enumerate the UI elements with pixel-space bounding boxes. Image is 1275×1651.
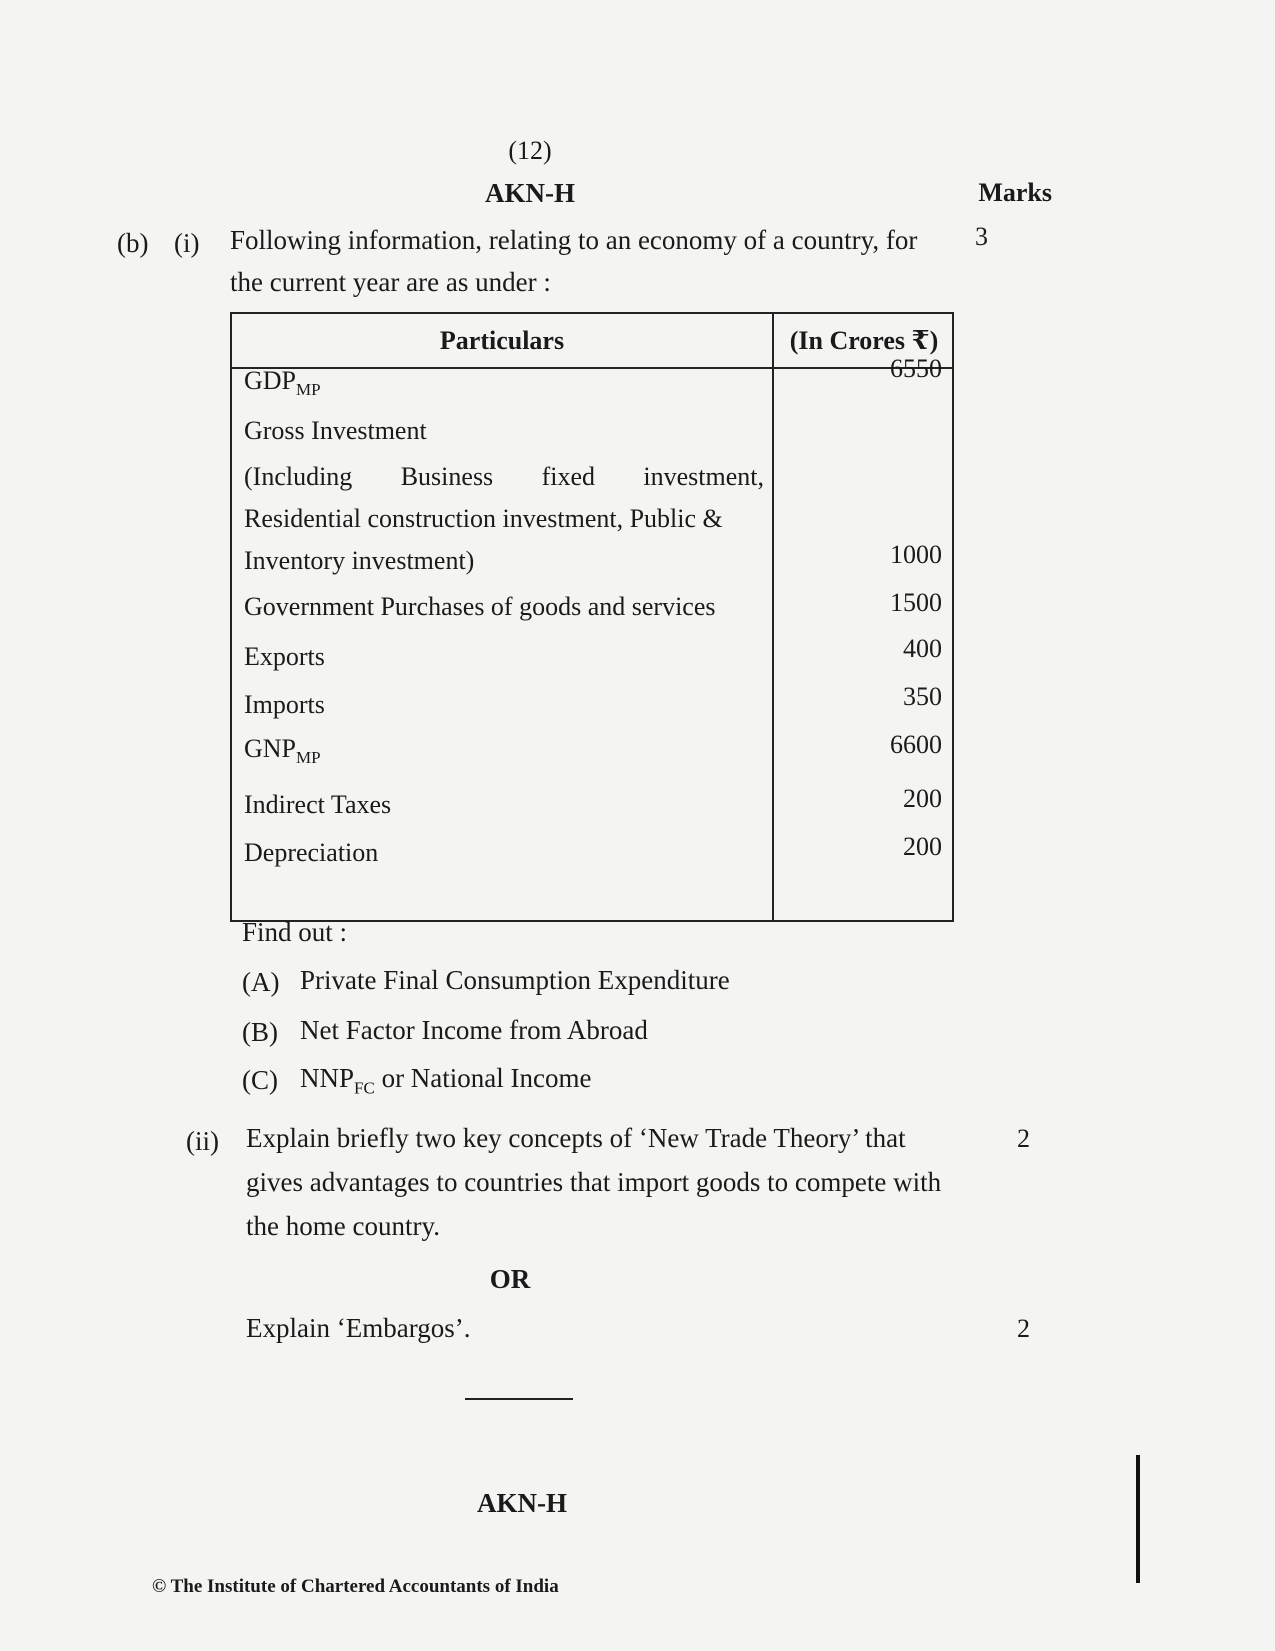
table-header-particulars: Particulars <box>439 326 565 355</box>
copyright-footer: © The Institute of Chartered Accountants of India <box>152 1576 559 1597</box>
table-row-label: Depreciation <box>244 838 379 867</box>
paper-code-header: AKN-H <box>485 178 575 208</box>
scan-edge-mark <box>1136 1455 1140 1583</box>
find-item-label: (C) <box>242 1065 278 1095</box>
table-row-label: $GDP_{MP}$ <box>244 366 321 400</box>
question-text-line: Explain briefly two key concepts of ‘New Trade Theory’ that <box>246 1123 906 1153</box>
marks-value: 2 <box>1017 1314 1030 1343</box>
page-number: (12) <box>508 136 552 165</box>
marks-value: 2 <box>1017 1124 1030 1153</box>
economy-data-table <box>230 312 954 922</box>
table-row-value: 350 <box>903 682 942 711</box>
table-row-value: 6550 <box>890 354 942 383</box>
table-row-value: 1000 <box>890 540 942 569</box>
table-row-label: (Including Business fixed investment, <box>244 462 765 491</box>
table-row-label: Inventory investment) <box>244 546 475 575</box>
subquestion-label-ii: (ii) <box>186 1126 219 1156</box>
table-row-value: 400 <box>903 634 942 663</box>
table-row-label: Indirect Taxes <box>244 790 392 819</box>
question-text-line: the home country. <box>246 1211 440 1241</box>
question-text-line: gives advantages to countries that import goods to compete with <box>246 1167 942 1197</box>
table-row-label: Imports <box>244 690 325 719</box>
table-row-label: Government Purchases of goods and services <box>244 592 716 621</box>
find-item-text: Net Factor Income from Abroad <box>300 1015 648 1045</box>
table-row-label: Residential construction investment, Public & <box>244 504 723 533</box>
table-row-label: Gross Investment <box>244 416 427 445</box>
table-header-amount: (In Crores ₹) <box>789 326 939 355</box>
find-item-label: (A) <box>242 967 280 997</box>
alternative-question-text: Explain ‘Embargos’. <box>246 1313 471 1343</box>
question-label-b: (b) <box>117 228 149 258</box>
marks-value: 3 <box>975 222 988 251</box>
table-column-divider <box>772 314 774 920</box>
find-item-text: $NNP_{FC}$ or National Income <box>300 1063 592 1098</box>
marks-column-heading: Marks <box>978 178 1052 207</box>
question-text-line: Following information, relating to an economy of a country, for <box>230 225 918 255</box>
table-row-value: 6600 <box>890 730 942 759</box>
table-row-value: 200 <box>903 784 942 813</box>
find-item-text: Private Final Consumption Expenditure <box>300 965 730 995</box>
find-item-label: (B) <box>242 1017 278 1047</box>
or-separator: OR <box>489 1264 531 1294</box>
subquestion-label-i: (i) <box>174 228 200 258</box>
table-row-value: 1500 <box>890 588 942 617</box>
table-row-label: Exports <box>244 642 325 671</box>
table-row-value: 200 <box>903 832 942 861</box>
paper-code-footer: AKN-H <box>477 1488 567 1518</box>
question-text-line: the current year are as under : <box>230 267 551 297</box>
table-row-label: $GNP_{MP}$ <box>244 734 321 768</box>
end-rule <box>465 1398 573 1400</box>
find-out-label: Find out : <box>242 917 348 947</box>
